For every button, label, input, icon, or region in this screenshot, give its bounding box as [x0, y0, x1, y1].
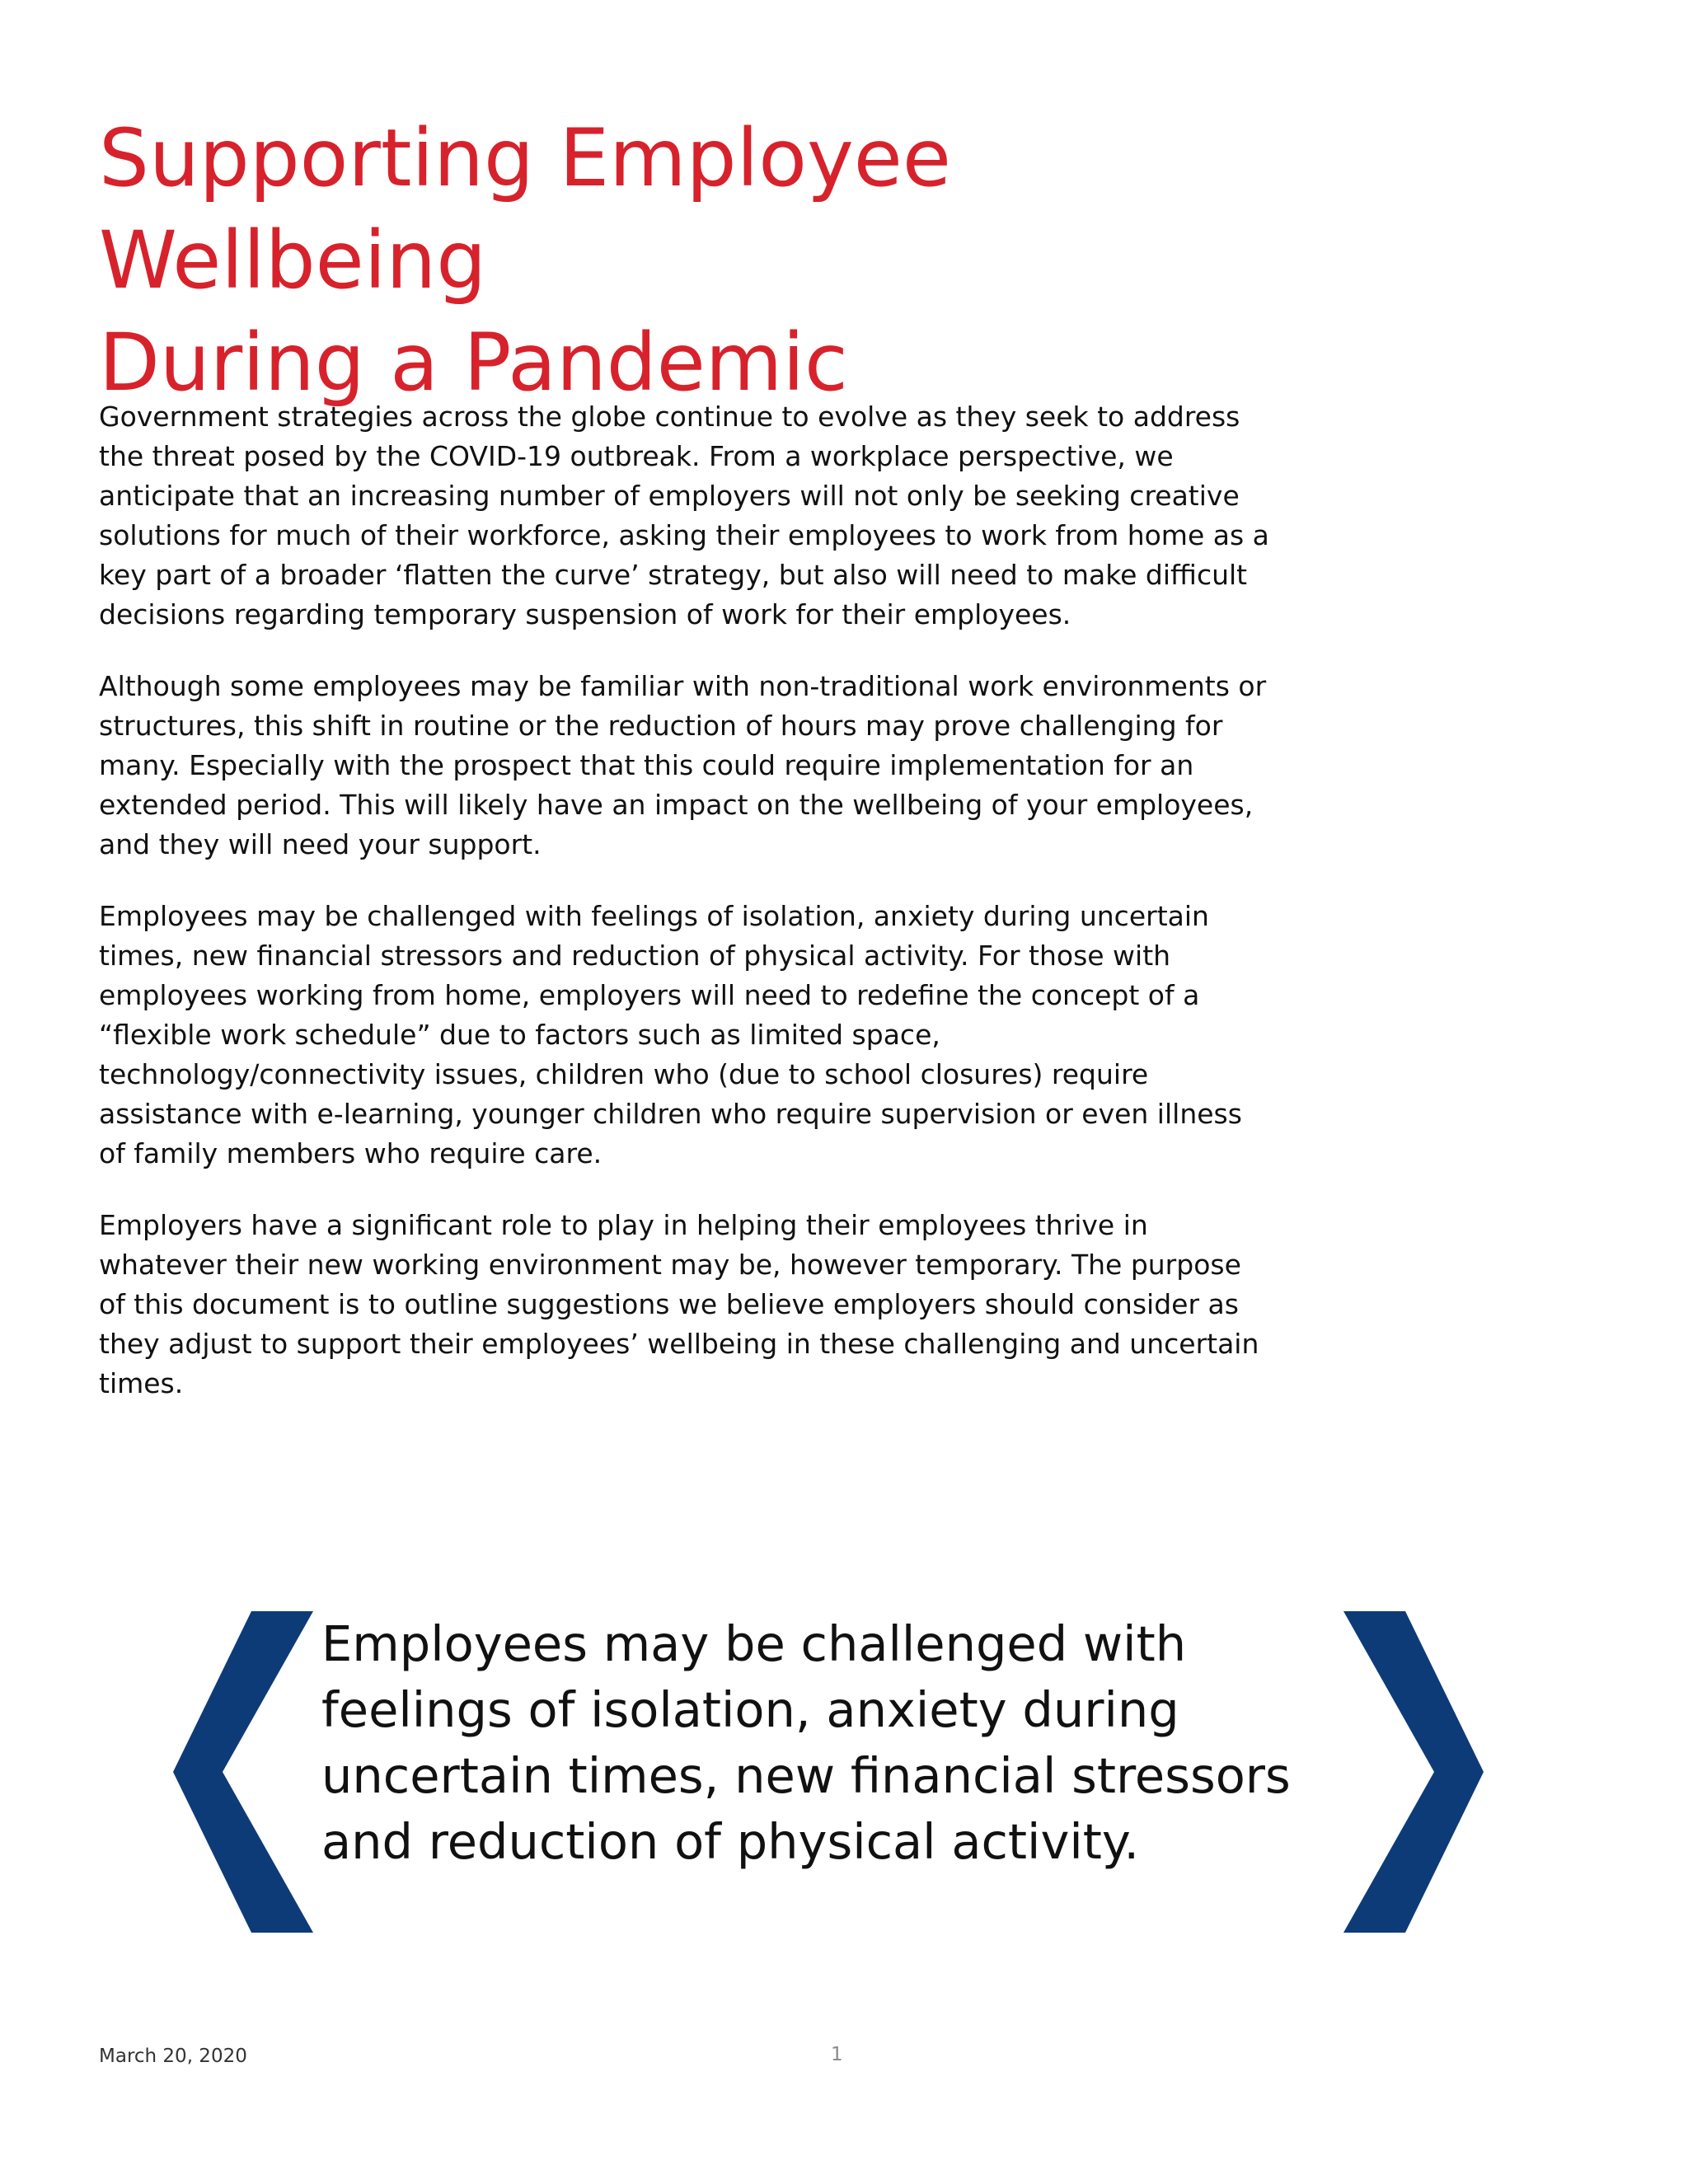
pull-quote-text: Employees may be challenged with feelings of isolation, anxiety during uncertain times, new financial stressors and reduction of physical activity.	[321, 1615, 1291, 1870]
page-number: 1	[831, 2044, 843, 2065]
left-chevron-quote-icon	[173, 1611, 313, 1933]
right-chevron-quote-icon	[1343, 1611, 1484, 1933]
footer-date: March 20, 2020	[99, 2046, 247, 2067]
left-chevron-shape	[173, 1611, 313, 1933]
right-chevron-shape	[1343, 1611, 1484, 1933]
body-text	[99, 397, 1269, 1436]
paragraph-4: Employers have a significant role to play in helping their employees thrive in whatever their new working environment may be, however temporary. The purpose of this document is to outline suggestions we believe employers should consider as they adjust to support their employees’ wellbeing in these challenging and uncertain times.	[99, 1209, 1259, 1399]
paragraph-2: Although some employees may be familiar with non-traditional work environments or structures, this shift in routine or the reduction of hours may prove challenging for many. Especially with the prospect that this could require implementation for an extended period. This will likely have an impact on the wellbeing of your employees, and they will need your support.	[99, 670, 1267, 860]
title-line-1: Supporting Employee Wellbeing	[99, 112, 951, 307]
paragraph-1: Government strategies across the globe continue to evolve as they seek to address the threat posed by the COVID-19 outbreak. From a workplace perspective, we anticipate that an increasing number of employers will not only be seeking creative solutions for much of their workforce, asking their employees to work from home as a key part of a broader ‘flatten the curve’ strategy, but also will need to make difficult decisions regarding temporary suspension of work for their employees.	[99, 401, 1269, 630]
paragraph-3: Employees may be challenged with feelings of isolation, anxiety during uncertain times, new financial stressors and reduction of physical activity. For those with employees working from home, employers will need to redefine the concept of a “flexible work schedule” due to factors such as limited space, technology/connectivity issues, children who (due to school closures) require assistance with e-learning, younger children who require supervision or even illness of family members who require care.	[99, 900, 1242, 1169]
pull-quote	[173, 1611, 1492, 1933]
title-line-2: During a Pandemic	[99, 316, 848, 409]
page-title	[99, 107, 1335, 414]
